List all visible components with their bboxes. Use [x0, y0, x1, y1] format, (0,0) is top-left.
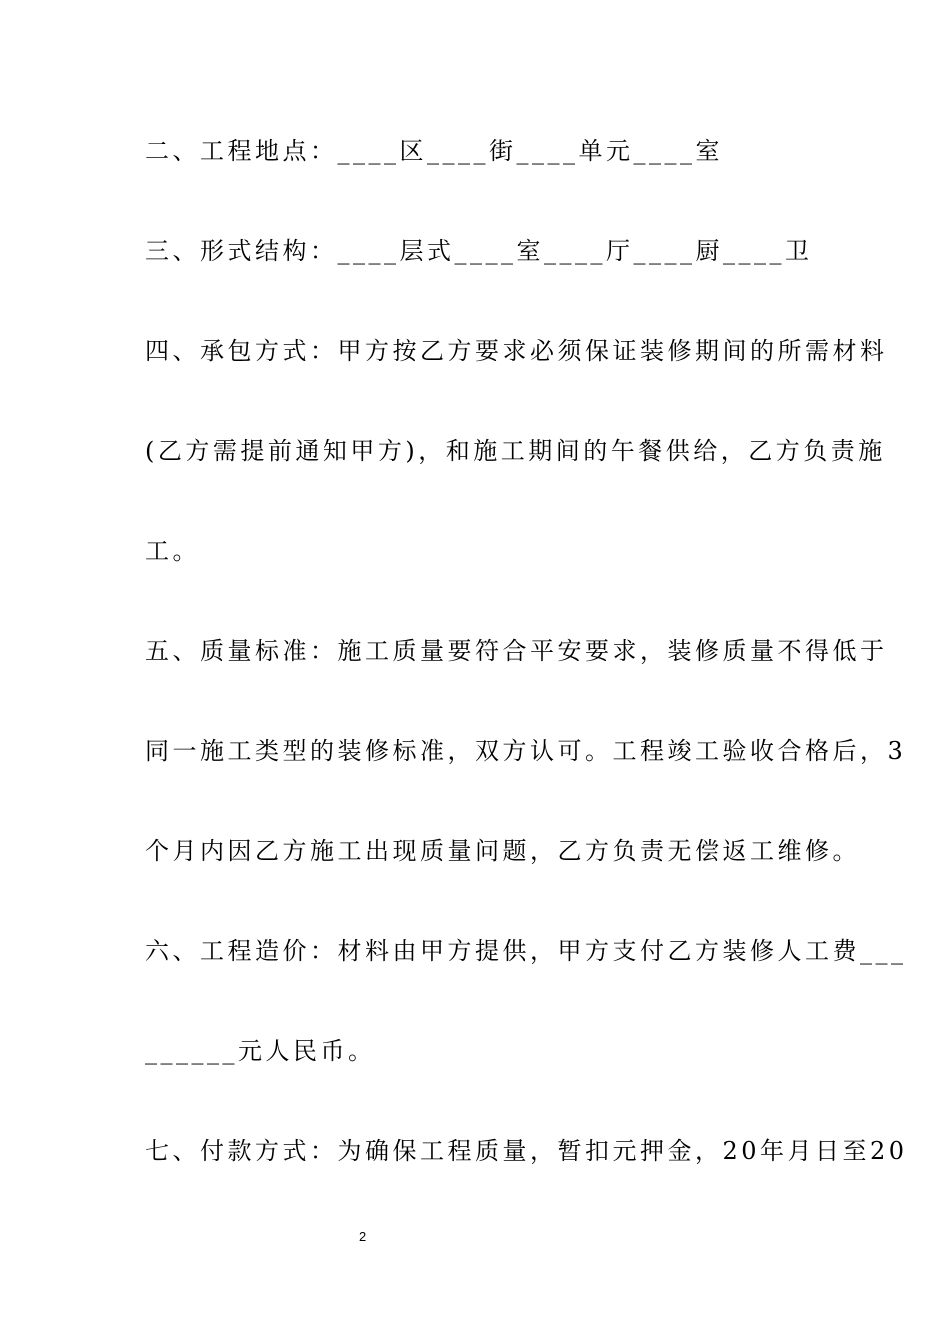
clause-project-location: 二、工程地点：____区____街____单元____室	[145, 137, 723, 165]
clause-structure-form: 三、形式结构：____层式____室____厅____厨____卫	[145, 237, 813, 265]
clause-quality-standard-continued: 同一施工类型的装修标准，双方认可。工程竣工验收合格后，3	[145, 737, 907, 765]
clause-contract-method-continued: (乙方需提前通知甲方)，和施工期间的午餐供给，乙方负责施	[145, 437, 886, 465]
clause-quality-standard: 五、质量标准：施工质量要符合平安要求，装修质量不得低于	[145, 637, 888, 665]
clause-quality-standard-end: 个月内因乙方施工出现质量问题，乙方负责无偿返工维修。	[145, 837, 860, 865]
clause-payment-method: 七、付款方式：为确保工程质量，暂扣元押金，20年月日至20	[145, 1137, 908, 1165]
page-number: 2	[359, 1229, 367, 1244]
clause-project-cost-end: ______元人民币。	[145, 1037, 376, 1065]
clause-project-cost: 六、工程造价：材料由甲方提供，甲方支付乙方装修人工费___	[145, 937, 907, 965]
clause-contract-method: 四、承包方式：甲方按乙方要求必须保证装修期间的所需材料	[145, 337, 888, 365]
clause-contract-method-end: 工。	[145, 537, 200, 565]
